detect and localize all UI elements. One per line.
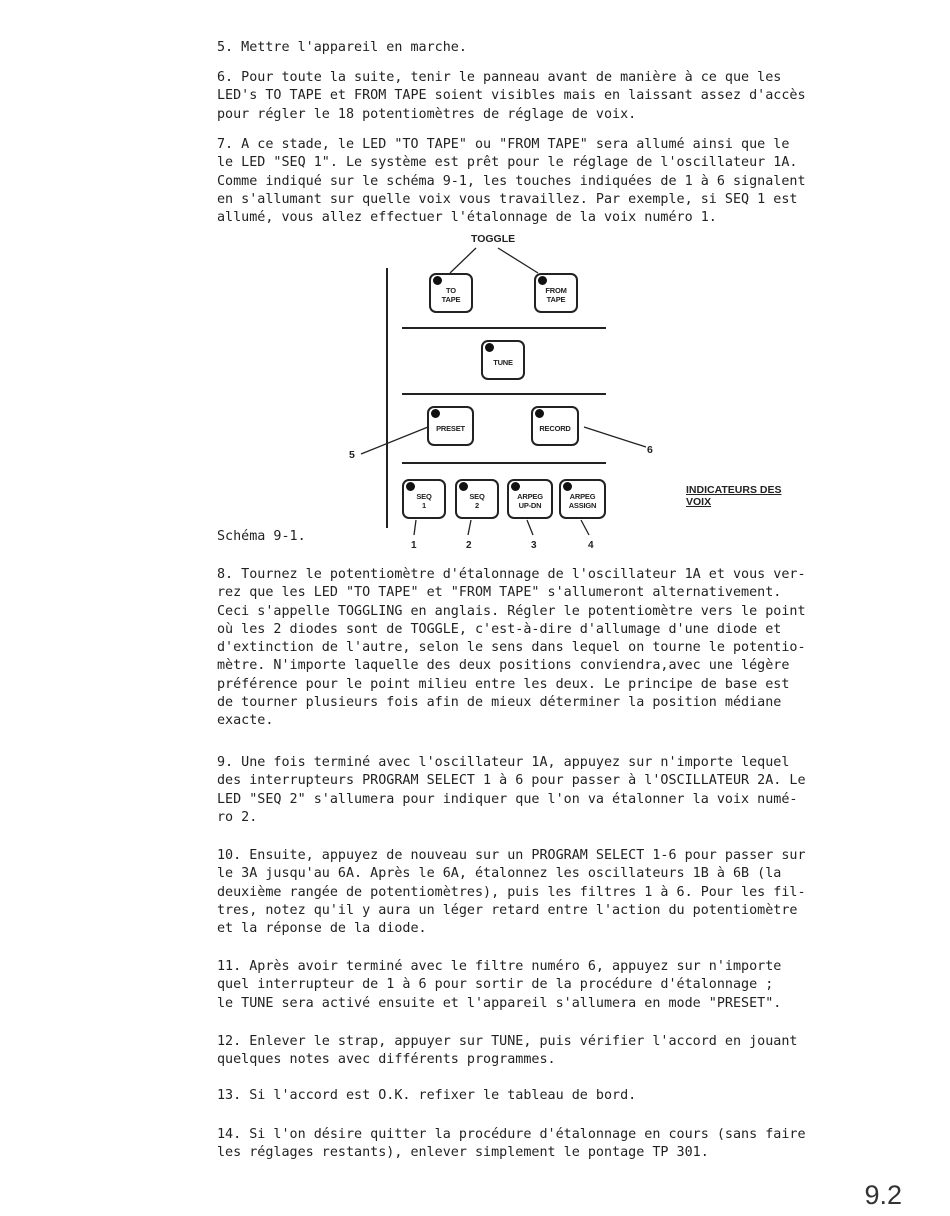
text-line: Comme indiqué sur le schéma 9-1, les touches indiquées de 1 à 6 signalent (217, 173, 806, 189)
led-icon (485, 343, 494, 352)
text-line: et la réponse de la diode. (217, 921, 427, 937)
page-number: 9.2 (864, 1180, 902, 1210)
paragraph-9 (217, 754, 806, 827)
button-label: PRESET (436, 423, 465, 433)
toggle-label: TOGGLE (471, 233, 516, 245)
text-line: 13. Si l'accord est O.K. refixer le tableau de bord. (217, 1088, 637, 1103)
callout-4: 4 (588, 540, 594, 551)
text-line: des interrupteurs PROGRAM SELECT 1 à 6 pour passer à l'OSCILLATEUR 2A. Le (217, 773, 806, 789)
led-icon (459, 482, 468, 491)
seq-2-button (455, 479, 499, 519)
button-label: ARPEG ASSIGN (568, 492, 597, 510)
led-icon (433, 276, 442, 285)
text-line: 9. Une fois terminé avec l'oscillateur 1A, appuyez sur n'importe lequel (217, 755, 790, 770)
callout-5: 5 (349, 449, 355, 461)
text-line: de tourner plusieurs fois afin de mieux déterminer la position médiane (217, 695, 782, 711)
button-label: SEQ 2 (469, 492, 485, 510)
text-line: 11. Après avoir terminé avec le filtre numéro 6, appuyez sur n'importe (217, 959, 782, 974)
diagram-caption: Schéma 9-1. (217, 529, 306, 544)
text-line: 10. Ensuite, appuyez de nouveau sur un PROGRAM SELECT 1-6 pour passer sur (217, 848, 806, 863)
text-line: Ceci s'appelle TOGGLING en anglais. Régler le potentiomètre vers le point (217, 603, 806, 619)
text-line: quel interrupteur de 1 à 6 pour sortir de la procédure d'étalonnage ; (217, 977, 774, 993)
seq-1-button (402, 479, 446, 519)
text-line: quelques notes avec différents programmes. (217, 1052, 556, 1068)
arpeg-up-dn-button (507, 479, 553, 519)
text-line: préférence pour le point milieu entre les deux. Le principe de base est (217, 676, 790, 692)
button-label: ARPEG UP-DN (517, 492, 543, 510)
text-line: d'extinction de l'autre, selon le sens dans lequel on tourne le potentio- (217, 640, 806, 656)
button-label: TUNE (493, 357, 513, 367)
text-line: le TUNE sera activé ensuite et l'appareil s'allumera en mode "PRESET". (217, 995, 782, 1011)
text-line: le LED "SEQ 1". Le système est prêt pour le réglage de l'oscillateur 1A. (217, 155, 798, 171)
paragraph-6 (217, 69, 806, 124)
text-line: exacte. (217, 713, 274, 729)
led-icon (406, 482, 415, 491)
text-line: ro 2. (217, 809, 258, 825)
text-line: 7. A ce stade, le LED "TO TAPE" ou "FROM TAPE" sera allumé ainsi que le (217, 137, 790, 152)
paragraph-12 (217, 1033, 797, 1070)
text-line: tres, notez qu'il y aura un léger retard entre l'action du potentiomètre (217, 902, 798, 918)
tune-button (481, 340, 525, 380)
arpeg-assign-button (559, 479, 606, 519)
led-icon (511, 482, 520, 491)
text-line: 12. Enlever le strap, appuyer sur TUNE, puis vérifier l'accord en jouant (217, 1034, 798, 1049)
paragraph-5 (217, 39, 467, 57)
button-label: TO TAPE (441, 286, 461, 304)
text-line: mètre. N'importe laquelle des deux positions conviendra,avec une légère (217, 658, 790, 674)
to-tape-button (429, 273, 473, 313)
text-line: 6. Pour toute la suite, tenir le panneau avant de manière à ce que les (217, 70, 782, 85)
text-line: les réglages restants), enlever simplement le pontage TP 301. (217, 1145, 709, 1161)
callout-2: 2 (466, 540, 472, 551)
led-icon (431, 409, 440, 418)
led-icon (538, 276, 547, 285)
text-line: 5. Mettre l'appareil en marche. (217, 40, 467, 55)
text-line: allumé, vous allez effectuer l'étalonnage de la voix numéro 1. (217, 210, 717, 226)
text-line: rez que les LED "TO TAPE" et "FROM TAPE" s'allumeront alternativement. (217, 585, 782, 601)
paragraph-14 (217, 1126, 806, 1163)
record-button (531, 406, 579, 446)
text-line: pour régler le 18 potentiomètres de réglage de voix. (217, 106, 637, 122)
text-line: deuxième rangée de potentiomètres), puis les filtres 1 à 6. Pour les fil- (217, 884, 806, 900)
button-label: RECORD (539, 423, 571, 433)
text-line: 8. Tournez le potentiomètre d'étalonnage de l'oscillateur 1A et vous ver- (217, 567, 806, 582)
callout-6: 6 (647, 444, 653, 456)
paragraph-11 (217, 958, 781, 1013)
schema-9-1-diagram (340, 230, 820, 560)
paragraph-7 (217, 136, 806, 227)
from-tape-button (534, 273, 578, 313)
text-line: en s'allumant sur quelle voix vous travaillez. Par exemple, si SEQ 1 est (217, 191, 798, 207)
paragraph-10 (217, 847, 806, 938)
paragraph-8 (217, 566, 806, 731)
led-icon (563, 482, 572, 491)
button-label: SEQ 1 (416, 492, 432, 510)
text-line: le 3A jusqu'au 6A. Après le 6A, étalonnez les oscillateurs 1B à 6B (la (217, 866, 782, 882)
indicateurs-des-voix-label: INDICATEURS DES VOIX (686, 484, 782, 508)
text-line: LED's TO TAPE et FROM TAPE soient visibles mais en laissant assez d'accès (217, 88, 806, 104)
text-line: 14. Si l'on désire quitter la procédure d'étalonnage en cours (sans faire (217, 1127, 806, 1142)
text-line: LED "SEQ 2" s'allumera pour indiquer que l'on va étalonner la voix numé- (217, 791, 798, 807)
paragraph-13 (217, 1087, 636, 1105)
preset-button (427, 406, 474, 446)
callout-3: 3 (531, 540, 537, 551)
button-label: FROM TAPE (545, 286, 567, 304)
led-icon (535, 409, 544, 418)
callout-1: 1 (411, 540, 417, 551)
text-line: où les 2 diodes sont de TOGGLE, c'est-à-dire d'allumage d'une diode et (217, 621, 782, 637)
